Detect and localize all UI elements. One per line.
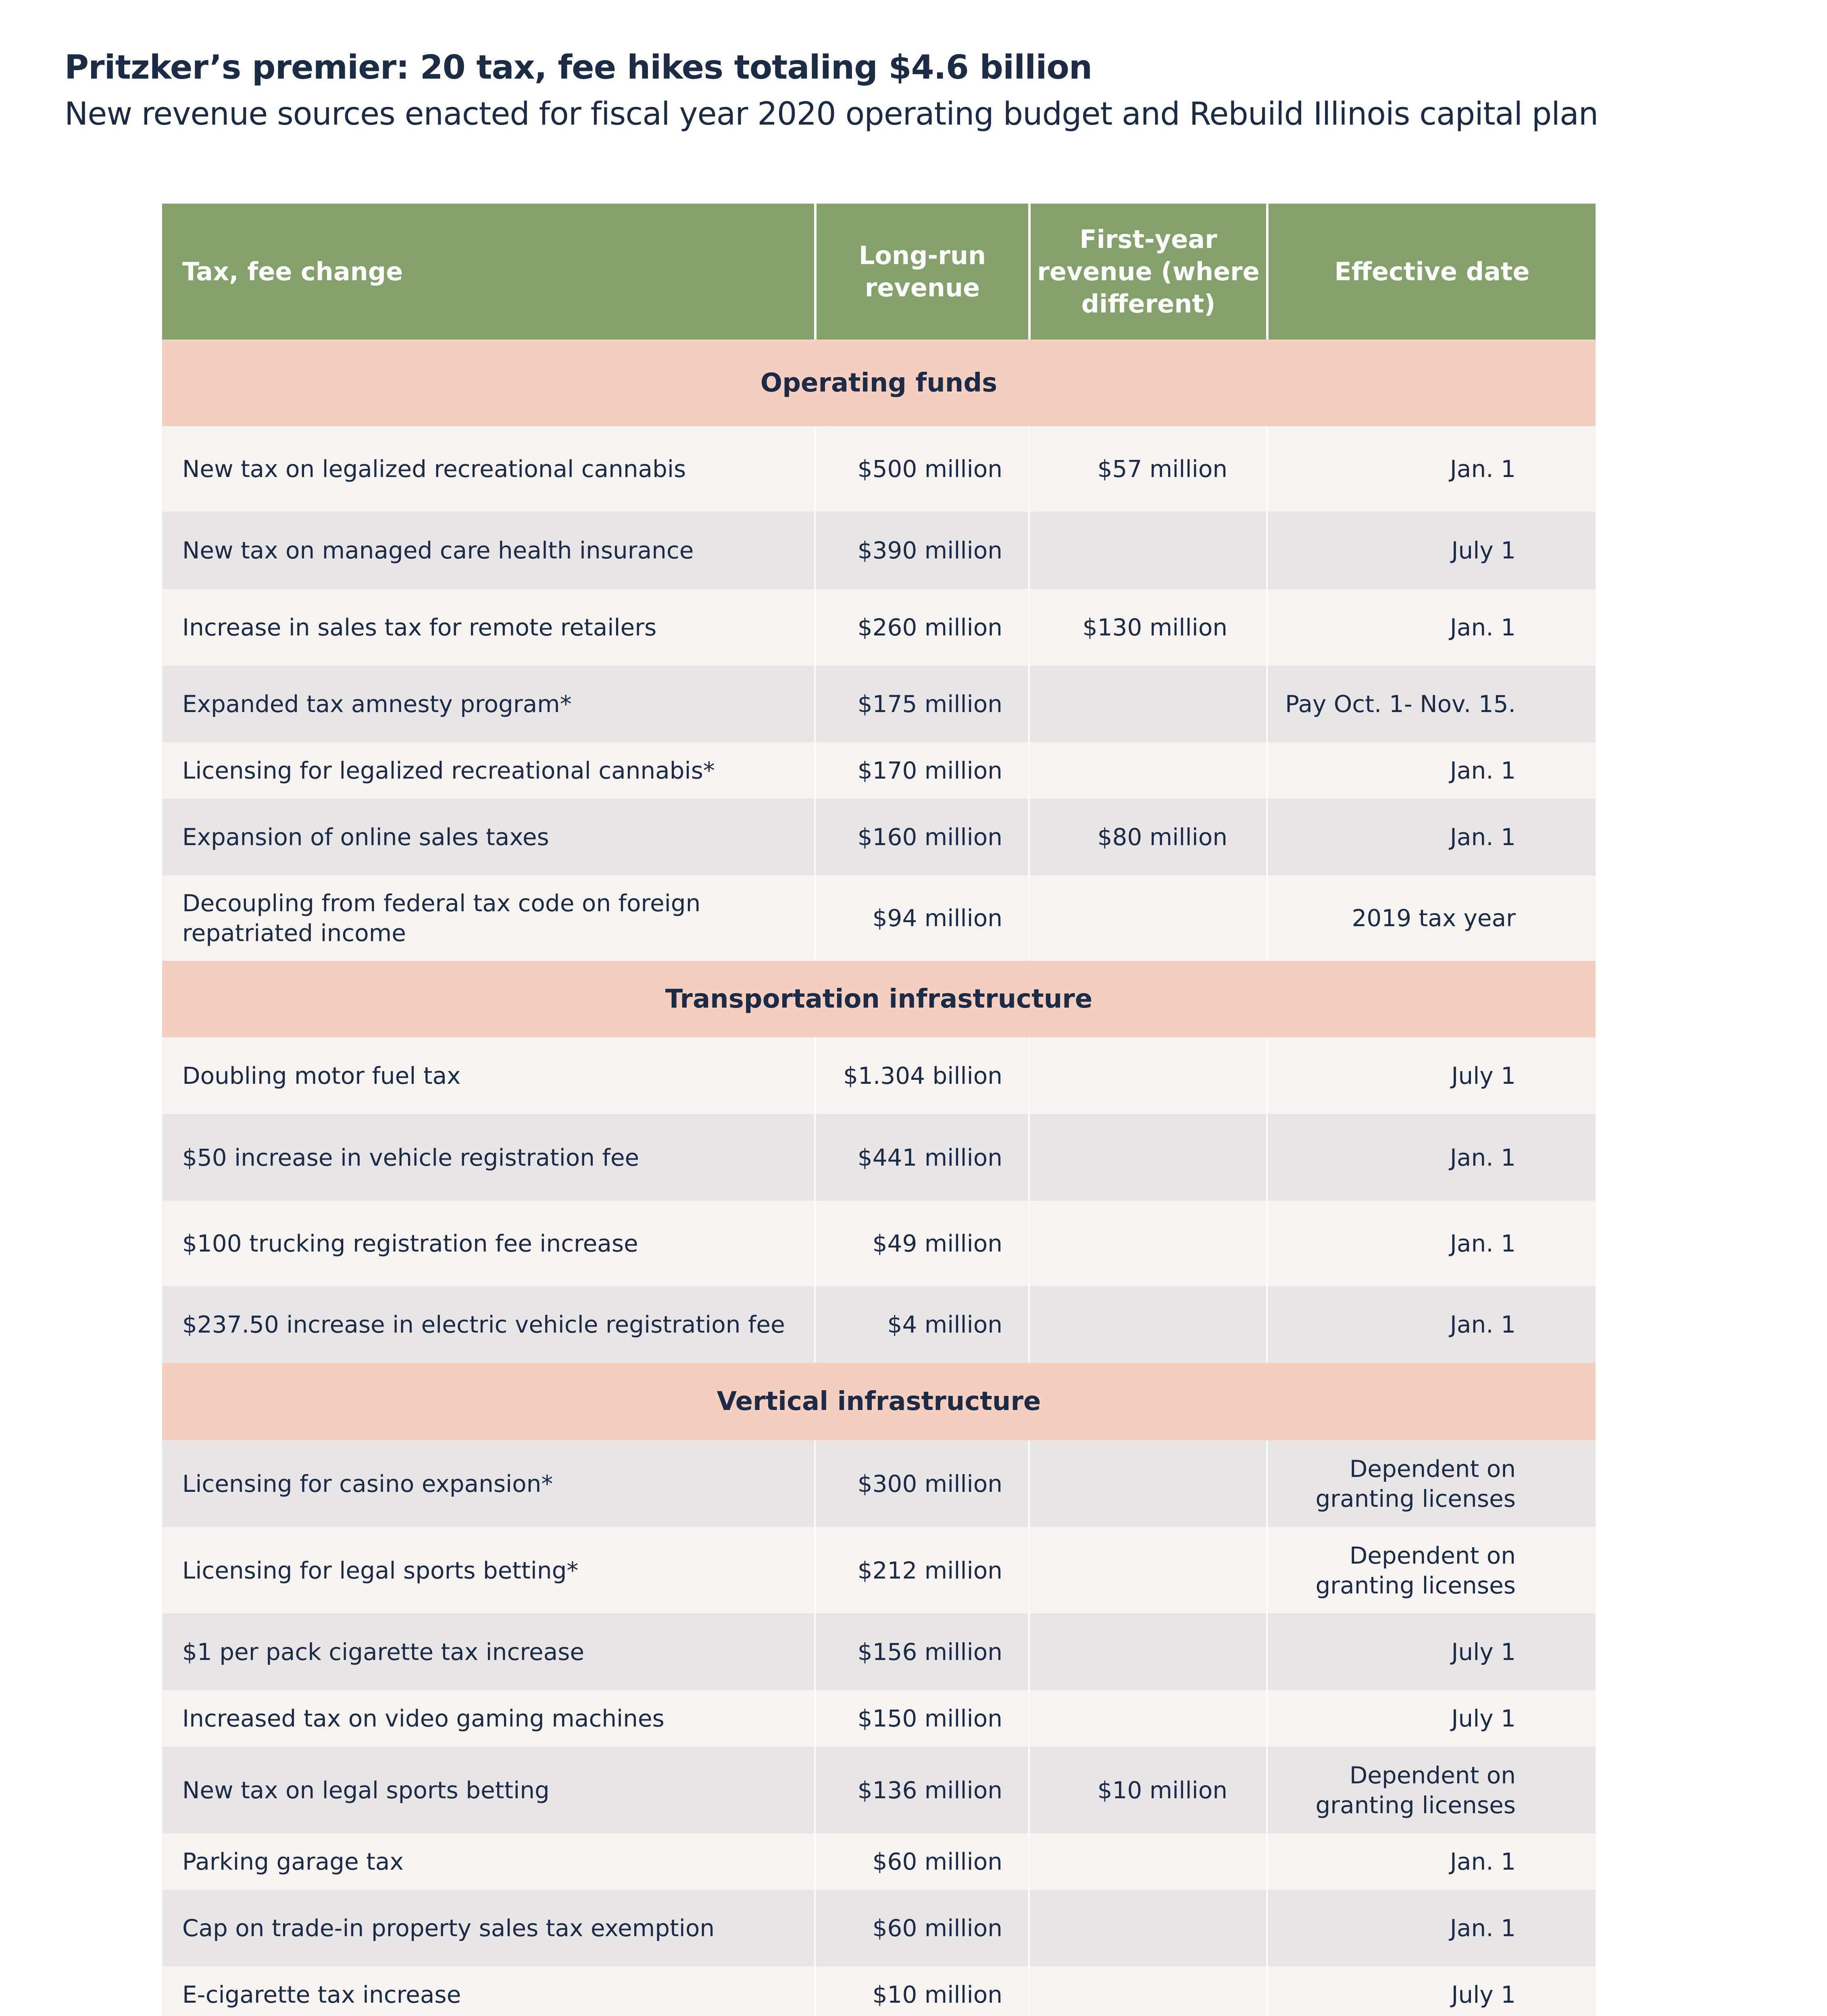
cell-effective: July 1 [1266,1690,1596,1747]
cell-effective: Jan. 1 [1266,1833,1596,1890]
table-row [162,1201,1596,1286]
cell-change: New tax on legalized recreational cannabis [182,455,686,483]
cell-long-run: $160 million [814,799,1028,875]
cell-change: Licensing for legal sports betting* [182,1556,579,1584]
cell-change: Parking garage tax [182,1848,404,1875]
cell-effective: Jan. 1 [1266,799,1596,875]
cell-long-run: $4 million [814,1286,1028,1363]
cell-change: $237.50 increase in electric vehicle registration fee [182,1311,785,1338]
cell-effective: Dependent on granting licenses [1266,1747,1596,1833]
cell-effective: Jan. 1 [1266,1114,1596,1201]
table-row [162,875,1596,961]
table-row [162,1747,1596,1833]
cell-change: Doubling motor fuel tax [182,1062,461,1089]
cell-long-run: $60 million [814,1833,1028,1890]
cell-first-year: $80 million [1028,799,1266,875]
page-subtitle: New revenue sources enacted for fiscal year 2020 operating budget and Rebuild Illinois capital plan [65,96,1598,132]
cell-effective: 2019 tax year [1266,875,1596,961]
cell-effective: Dependent on granting licenses [1266,1527,1596,1614]
table-row [162,666,1596,742]
cell-change: Expanded tax amnesty program* [182,690,572,718]
cell-change: Increased tax on video gaming machines [182,1705,665,1732]
cell-change: Expansion of online sales taxes [182,823,549,851]
cell-first-year [1028,1286,1266,1363]
cell-long-run: $10 million [814,1966,1028,2016]
section-header-operating-funds: Operating funds [162,339,1596,426]
table-header-row [162,204,1596,339]
cell-first-year [1028,1966,1266,2016]
cell-change: New tax on legal sports betting [182,1776,550,1804]
cell-effective: Jan. 1 [1266,1286,1596,1363]
cell-long-run: $49 million [814,1201,1028,1286]
cell-effective: Jan. 1 [1266,1201,1596,1286]
table-row [162,1286,1596,1363]
cell-change: Increase in sales tax for remote retailers [182,614,657,641]
cell-first-year [1028,1833,1266,1890]
cell-first-year [1028,1527,1266,1614]
cell-long-run: $260 million [814,589,1028,666]
cell-effective: Jan. 1 [1266,426,1596,512]
table-row [162,1966,1596,2016]
table-row [162,1114,1596,1201]
cell-first-year [1028,666,1266,742]
cell-long-run: $441 million [814,1114,1028,1201]
cell-long-run: $175 million [814,666,1028,742]
cell-first-year [1028,875,1266,961]
cell-effective: July 1 [1266,1614,1596,1690]
cell-first-year [1028,512,1266,589]
cell-change: New tax on managed care health insurance [182,537,694,564]
cell-first-year: $57 million [1028,426,1266,512]
cell-first-year [1028,1690,1266,1747]
cell-long-run: $212 million [814,1527,1028,1614]
cell-long-run: $94 million [814,875,1028,961]
table-row [162,1037,1596,1114]
section-header-transportation: Transportation infrastructure [162,961,1596,1037]
cell-first-year [1028,1037,1266,1114]
cell-long-run: $136 million [814,1747,1028,1833]
header-tax-fee-change: Tax, fee change [182,256,403,286]
cell-effective: July 1 [1266,1966,1596,2016]
cell-effective: Pay Oct. 1- Nov. 15. [1266,666,1596,742]
cell-effective: Jan. 1 [1266,742,1596,799]
table-row [162,1527,1596,1614]
cell-effective: Jan. 1 [1266,1890,1596,1966]
cell-change: Decoupling from federal tax code on foreign repatriated income [182,889,701,947]
table-row [162,426,1596,512]
cell-change: $1 per pack cigarette tax increase [182,1638,585,1666]
cell-effective: Dependent on granting licenses [1266,1440,1596,1527]
cell-change: Cap on trade-in property sales tax exemption [182,1914,715,1942]
cell-change: $50 increase in vehicle registration fee [182,1143,640,1171]
cell-effective: July 1 [1266,512,1596,589]
cell-change: E-cigarette tax increase [182,1981,461,2008]
cell-effective: July 1 [1266,1037,1596,1114]
page-title: Pritzker’s premier: 20 tax, fee hikes totaling $4.6 billion [65,48,1092,87]
cell-long-run: $300 million [814,1440,1028,1527]
cell-first-year: $130 million [1028,589,1266,666]
header-effective-date: Effective date [1266,204,1596,339]
cell-long-run: $1.304 billion [814,1037,1028,1114]
cell-first-year [1028,1201,1266,1286]
cell-long-run: $60 million [814,1890,1028,1966]
cell-first-year [1028,1614,1266,1690]
table-row [162,512,1596,589]
table-row [162,1614,1596,1690]
cell-long-run: $170 million [814,742,1028,799]
cell-effective: Jan. 1 [1266,589,1596,666]
table-row [162,1890,1596,1966]
section-header-vertical: Vertical infrastructure [162,1363,1596,1440]
header-long-run-revenue: Long-run revenue [814,204,1028,339]
cell-long-run: $150 million [814,1690,1028,1747]
cell-long-run: $500 million [814,426,1028,512]
cell-first-year [1028,742,1266,799]
header-first-year-revenue: First-year revenue (where different) [1028,204,1266,339]
table-row [162,1833,1596,1890]
cell-change: Licensing for legalized recreational cannabis* [182,757,715,784]
cell-change: $100 trucking registration fee increase [182,1230,638,1257]
cell-first-year: $10 million [1028,1747,1266,1833]
table-row [162,1690,1596,1747]
cell-long-run: $156 million [814,1614,1028,1690]
cell-first-year [1028,1114,1266,1201]
table-row [162,742,1596,799]
revenue-table [162,204,1596,2016]
table-row [162,1440,1596,1527]
cell-long-run: $390 million [814,512,1028,589]
table-row [162,799,1596,875]
table-row [162,589,1596,666]
cell-first-year [1028,1440,1266,1527]
cell-first-year [1028,1890,1266,1966]
cell-change: Licensing for casino expansion* [182,1470,553,1497]
